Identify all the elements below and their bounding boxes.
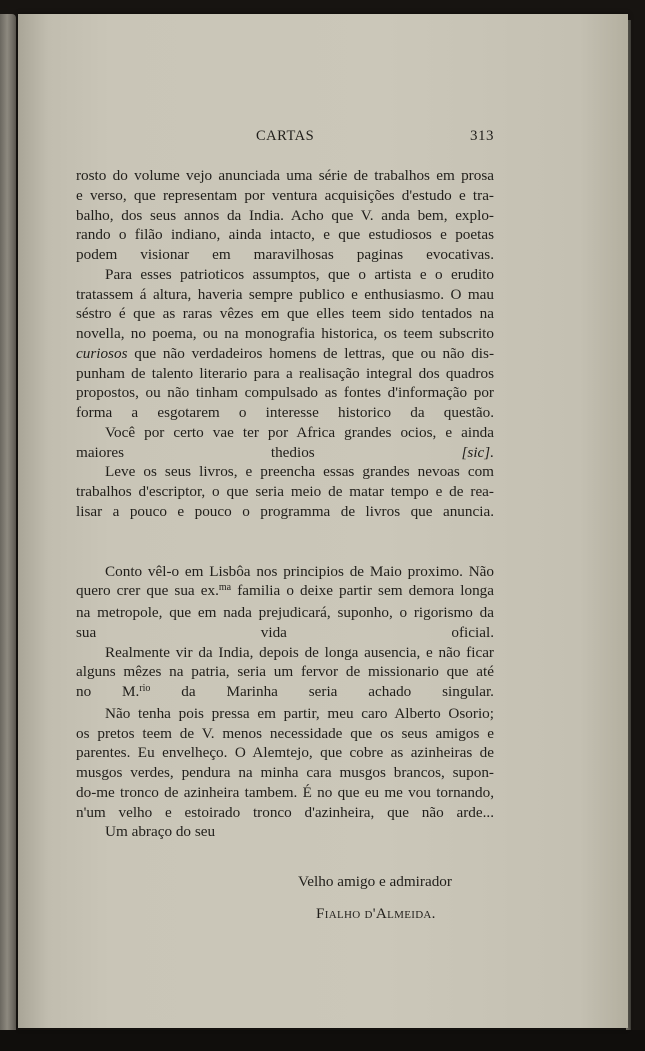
- running-title: CARTAS: [256, 128, 315, 144]
- paragraph: Você por certo vae ter por Africa grandes ocios, e ainda maiores thedios [sic].: [76, 423, 495, 461]
- paragraph: Não tenha pois pressa em partir, meu caro Alberto Osorio; os pretos teem de V. menos necessidade que os seus amigos e parentes. Eu envelheço. O Alemtejo, que cobre as azinheiras de musgos verdes, pendura na minha cara musgos brancos, supon- do-me tronco de azinheira tambem. É no que eu me vou tornando, n'um velho e estoirado tronco d'azinheira, que não arde...: [76, 704, 494, 821]
- signature-name: Fialho d'Almeida.: [316, 904, 436, 922]
- paragraph: Conto vêl-o em Lisbôa nos principios de Maio proximo. Não quero crer que sua ex.$^{ma}$ familia o deixe partir sem demora longa na metropole, que em nada prejudicará, suponho, o rigorismo da sua vida oficial.: [76, 562, 494, 641]
- facing-page-edge: [0, 14, 16, 1036]
- paragraph: Para esses patrioticos assumptos, que o artista e o erudito tratassem á altura, haveria sempre publico e enthusiasmo. O mau séstro é que as raras vêzes em que elles teem sido tentados na novella, no poema, ou na monografia historica, os teem subscrito curiosos que não verdadeiros homens de lettras, que ou não dis- punham de talento literario para a realisação integral dos quadros propostos, ou não tinham compulsado as fontes d'informação por forma a esgotarem o interesse historico da questão.: [76, 265, 494, 421]
- paragraph: Um abraço do seu: [105, 823, 216, 841]
- signature-block: [76, 872, 494, 924]
- background-band: [0, 1030, 645, 1051]
- letter-body: [76, 166, 494, 924]
- page-number: 313: [470, 128, 494, 144]
- running-header: [18, 128, 628, 150]
- paragraph: Leve os seus livros, e preencha essas grandes nevoas com trabalhos d'escriptor, o que seria meio de matar tempo e de rea- lisar a pouco e pouco o programma de livros que anuncia.: [76, 463, 494, 520]
- paragraph: rosto do volume vejo anunciada uma série de trabalhos em prosa e verso, que representam por ventura acquisições d'estudo e tra- balho, dos seus annos da India. Acho que V. anda bem, explo- rando o filão indiano, ainda intacto, e que estudiosos e poetas podem visionar em maravilhosas paginas evocativas.: [76, 167, 494, 263]
- page: [18, 14, 628, 1028]
- closing-line: Velho amigo e admirador: [298, 873, 452, 890]
- paragraph: Realmente vir da India, depois de longa ausencia, e não ficar alguns mêzes na patria, seria um fervor de missionario que até no M.$^{rio}$ da Marinha seria achado singular.: [76, 643, 494, 700]
